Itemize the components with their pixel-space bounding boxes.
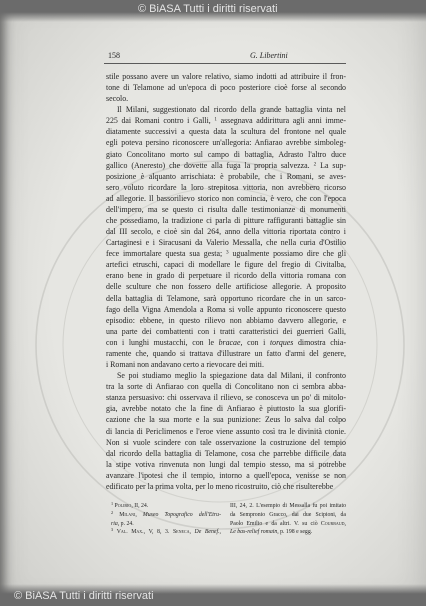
text-run: 225 dai Romani contro i Galli,	[106, 116, 215, 126]
watermark-band-bottom	[0, 584, 426, 606]
text-line	[230, 520, 346, 529]
text-line: i Romani non andavano certo a rievocare dei miti.	[106, 360, 264, 370]
text-line	[106, 248, 346, 259]
italic-text: De Benef.	[194, 529, 220, 536]
text-line	[111, 528, 221, 537]
text-run: gallico (Aneresto) che dovette alla fuga la propria salvezza.	[106, 160, 314, 170]
small-caps-author: Val. Max.	[116, 529, 144, 536]
text-line: stanza persuasivo: chi osservava il rilievo, se conosceva un po' di mitolo-	[106, 393, 346, 403]
text-line: tra la sorte di Anfiarao con quella di Concolitano non ci sembra abba-	[106, 382, 346, 392]
text-run: assegnava addirittura agli anni imme-	[216, 116, 347, 126]
small-caps-author: Courbaud	[320, 520, 345, 527]
text-line: tone di Telamone ad un'epoca di poco posteriore cioè forse al secondo	[106, 83, 346, 93]
text-line: gia, avrebbe notato che la fine di Anfiarao è piuttosto la sua glorifi-	[106, 404, 346, 414]
text-line: fago della Vigna Amendola a Roma si volle appunto riconoscere questo	[106, 304, 346, 314]
text-line: secolo.	[106, 94, 129, 104]
small-caps-author: Polibio	[114, 503, 132, 509]
text-line: la stipe votiva rinvenuta non lungi dal tempio stesso, ma si potrebbe	[106, 459, 346, 469]
text-line: che possediamo, la tradizione ci parla di pitture raffiguranti battaglie sin	[106, 216, 346, 226]
text-run: ,	[344, 520, 346, 527]
text-run: fece immortalare questa sua gesta;	[106, 249, 227, 259]
text-line: sero voluto ricordare la loro strepitosa vittoria, non avrebbero ricorso	[106, 182, 346, 192]
footnote-reference: 1	[111, 501, 114, 506]
italic-text: Le bas-relief romain	[230, 529, 278, 536]
text-line: edificato per la prima volta, per lo meno ricostruito, ciò che risulterebbe	[106, 481, 334, 491]
text-line: dell'impero, ma se questo ci risulta dalle testimonianze di monumenti	[106, 204, 346, 214]
footnote-reference: 2	[313, 161, 317, 168]
text-line: artefici etruschi, capaci di modellare le figure del fregio di Civitalba,	[106, 260, 346, 270]
text-line: Se poi studiamo meglio la spiegazione data dal Milani, il confronto	[117, 371, 346, 381]
text-line: ramente che, quando si trattava d'illustrare un fatto d'armi del genere,	[106, 348, 346, 358]
text-line: posizione è alquanto arrischiata: è probabile, che i Romani, se aves-	[106, 171, 346, 181]
text-run: dimostra chia-	[293, 337, 346, 347]
text-run: da Sempronio Gracco, dai due Scipioni, da	[230, 511, 346, 518]
text-run: , p. 198 e segg.	[277, 529, 313, 536]
watermark-band-top	[0, 0, 426, 22]
text-run: , con i	[240, 337, 270, 347]
text-run: , V, 8, 3.	[143, 529, 173, 536]
text-line: ad allegorie. Il bassorilievo storico non comincia, è vero, che con l'epoca	[106, 193, 346, 203]
text-line: episodio: ebbene, in questo rilievo non abbiamo davvero allegorie, e	[106, 315, 346, 325]
paragraph	[106, 370, 346, 492]
small-caps-author: Seneca	[172, 529, 190, 536]
paragraph	[106, 71, 346, 104]
text-run: con i lunghi mustacchi, con le	[106, 337, 219, 347]
text-run: ugualmente possiamo dire che gli	[228, 249, 347, 259]
text-line: della battaglia di Telamone, sarà opportuno ricordare che in un sarco-	[106, 293, 346, 303]
text-line: stile possano avere un valore relativo, siamo indotti ad attribuire il fron-	[106, 72, 346, 81]
text-run: La sup-	[316, 160, 346, 170]
page-number: 158	[108, 51, 120, 60]
footnote-reference: 3	[226, 249, 229, 256]
footnotes-left-column	[111, 502, 221, 537]
text-line: Cartaginesi e i Siracusani da Valerio Messalla, che nella curia d'Ostilio	[106, 238, 346, 248]
text-line: dal III secolo, e cioè sin dal 264, anno della vittoria riportata contro i	[106, 227, 346, 237]
text-line: Il Milani, suggestionato dal ricordo della grande battaglia vinta nel	[117, 105, 346, 115]
running-header	[106, 51, 346, 61]
header-rule	[104, 63, 346, 64]
italic-text: Museo Topografico dell'Etru-	[142, 511, 221, 518]
italic-text: bracae	[218, 337, 241, 347]
text-line	[106, 337, 346, 348]
footnote-reference: 1	[214, 116, 217, 123]
text-line: Non si vuole scindere con tale osservazione la costruzione del tempio	[106, 437, 346, 447]
text-line: delle sculture che non fossero delle artificiose allegorie. A proposito	[106, 282, 346, 292]
text-line: avanzare l'ipotesi che il tempio, intorno a quell'epoca, venisse se non	[106, 470, 346, 480]
text-line: giato Concolitano morto sul campo di battaglia, Adrasto l'altro duce	[106, 149, 346, 159]
watermark-top-text: © BiASA Tutti i diritti riservati	[138, 3, 278, 15]
running-title: G. Libertini	[250, 51, 288, 60]
footnotes-right-column	[230, 502, 346, 537]
text-run: Paolo Emilio e da altri. V. su ciò	[230, 520, 321, 527]
text-line	[111, 502, 221, 511]
text-line: dal ricordo della battaglia di Telamone, cosa che parrebbe difficile data	[106, 448, 346, 458]
text-line: erano bene in grado di perpetuare il ricordo della vittoria romana con	[106, 271, 346, 281]
text-run: , II, 24.	[131, 503, 149, 509]
footnote-reference: 2	[111, 509, 114, 515]
body-text	[106, 71, 346, 492]
footnotes	[111, 502, 346, 538]
text-line: diatamente successivi a questa data la scultura del frontone nel quale	[106, 127, 346, 137]
text-run: ,	[135, 511, 143, 518]
text-line	[106, 115, 346, 126]
text-run: , p. 24.	[117, 520, 134, 527]
text-line: cazione che la sua morte e la sua punizione: Zeus lo salva dal colpo	[106, 415, 346, 425]
text-run: III, 24, 2. L'esempio di Messalla fu poi imitato	[230, 503, 346, 509]
watermark-bottom-text: © BiASA Tutti i diritti riservati	[14, 590, 154, 602]
text-line	[111, 511, 221, 520]
text-run: ,	[189, 529, 195, 536]
text-line: egli poteva persino riconoscere un'allegoria: Anfiarao avrebbe simboleg-	[106, 138, 346, 148]
footnote-reference: 3	[111, 527, 114, 533]
small-caps-author: Milani	[119, 511, 136, 518]
italic-text: ria	[111, 520, 118, 527]
text-line	[230, 511, 346, 520]
text-run: ,	[219, 529, 221, 536]
text-line	[106, 160, 346, 171]
paragraph	[106, 104, 346, 370]
italic-text: torques	[269, 337, 294, 347]
text-line	[230, 528, 346, 537]
text-line: una parte dei combattenti con i tratti caratteristici dei guerrieri Galli,	[106, 326, 346, 336]
text-line: di lancia di Periclimenos e l'eroe viene assunto così tra le divinità ctonie.	[106, 426, 346, 436]
text-line	[111, 520, 221, 529]
text-line	[230, 502, 346, 511]
